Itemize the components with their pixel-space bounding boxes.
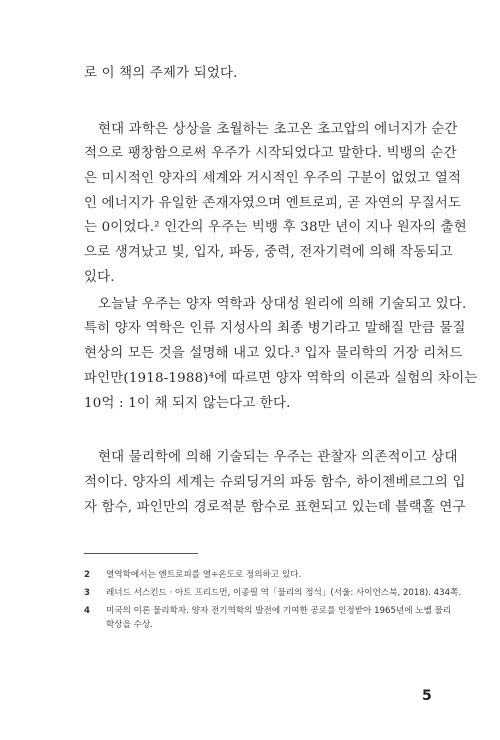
body-line: 적으로 팽창함으로써 우주가 시작되었다고 말한다. 빅뱅의 순간 [84,146,457,161]
footnote-number: 4 [84,606,90,616]
body-line: 현상의 모든 것을 설명해 내고 있다.³ 입자 물리학의 거장 리처드 [84,346,463,361]
footnote-text: 학상을 수상. [106,620,153,630]
body-line: 는 0이었다.² 인간의 우주는 빅뱅 후 38만 년이 지나 원자의 출현 [84,220,467,235]
footnote-divider [84,553,198,554]
footnote-number: 2 [84,570,90,580]
page-number: 5 [422,688,432,704]
body-line: 현대 과학은 상상을 초월하는 초고온 초고압의 에너지가 순간 [98,122,458,137]
footnote-number: 3 [84,588,90,598]
footnote-text: 레너드 서스킨드 · 아트 프리드먼, 이종필 역「물리의 정석」(서울: 사이언스북, 2018). 434쪽. [106,588,462,598]
body-line: 으로 생겨났고 빛, 입자, 파동, 중력, 전자기력에 의해 작동되고 [84,245,453,260]
body-line: 적이다. 양자의 세계는 슈뢰딩거의 파동 함수, 하이젠베르그의 입 [84,475,466,490]
body-line: 있다. [84,270,115,285]
body-line: 은 미시적인 양자의 세계와 거시적인 우주의 구분이 없었고 열적 [84,171,462,186]
body-line: 특히 양자 역학은 인류 지성사의 최종 병기라고 말해질 만큼 물질 [84,321,466,336]
body-line: 인 에너지가 유일한 존재자였으며 엔트로피, 곧 자연의 무질서도 [84,196,462,211]
body-line: 현대 물리학에 의해 기술되는 우주는 관찰자 의존적이고 상대 [98,450,458,465]
body-line: 로 이 책의 주제가 되었다. [84,66,238,81]
body-line: 파인만(1918-1988)⁴에 따르면 양자 역학의 이론과 실험의 차이는 [84,371,478,386]
footnote-text: 열역학에서는 엔트로피를 열÷온도로 정의하고 있다. [106,570,302,580]
body-line: 10억 : 1이 채 되지 않는다고 한다. [84,396,291,411]
body-line: 자 함수, 파인만의 경로적분 함수로 표현되고 있는데 블랙홀 연구 [84,500,466,515]
body-line: 오늘날 우주는 양자 역학과 상대성 원리에 의해 기술되고 있다. [98,297,467,312]
footnote-text: 미국의 이론 물리학자. 양자 전기역학의 발전에 기여한 공로를 인정받아 1965년에 노벨 물리 [106,606,452,616]
